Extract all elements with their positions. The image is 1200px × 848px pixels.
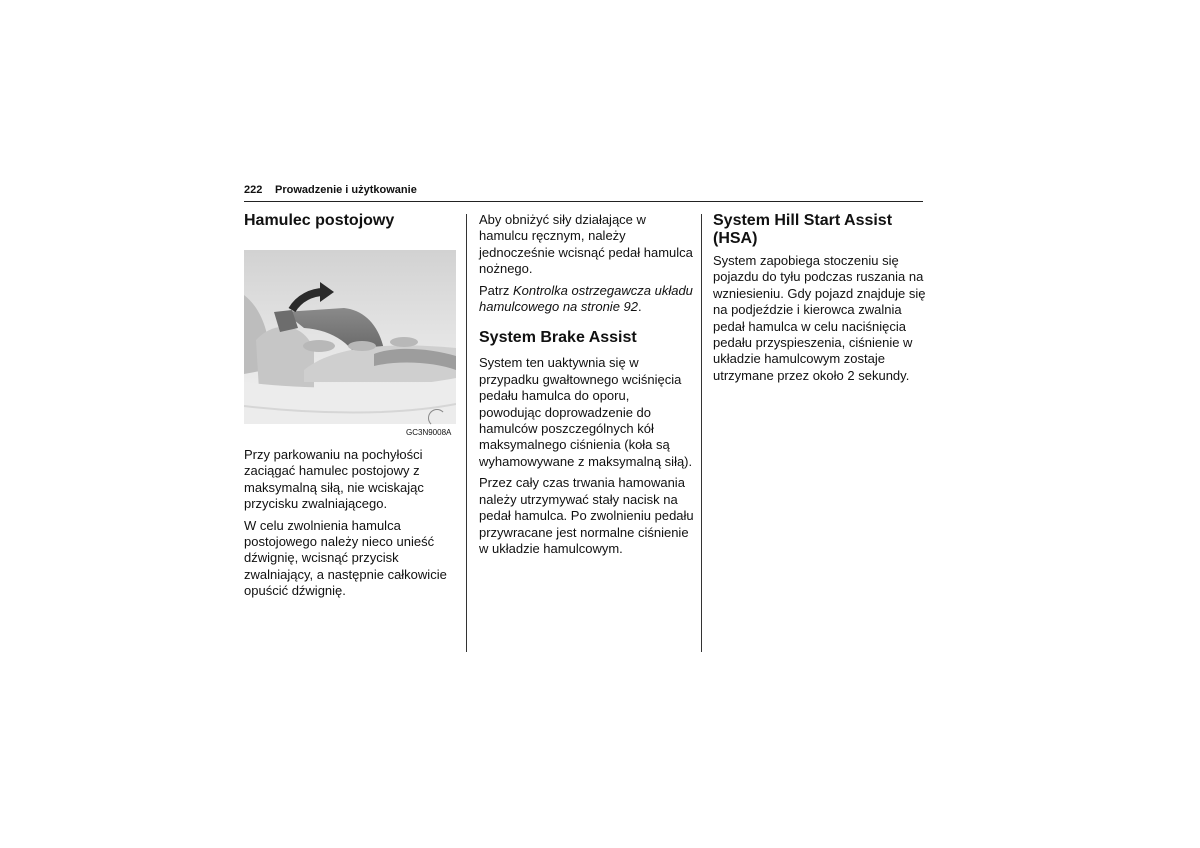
ref-link[interactable]: Kontrolka ostrzegawcza układu hamulcowego na stronie 92 (479, 282, 693, 315)
heading-brake-assist: System Brake Assist (479, 329, 637, 347)
column-3 (713, 212, 928, 389)
column-divider (466, 214, 467, 652)
column-divider (701, 214, 702, 652)
paragraph: System ten uaktywnia się w przypadku gwałtownego wciśnięcia pedału hamulca do oporu, powodując doprowadzenie do hamulców poszczególnych kół maksymalnego ciśnienia (koła są wyhamowywane z maksymalną siłą). (479, 355, 693, 469)
ref-prefix: Patrz (479, 282, 513, 298)
paragraph: W celu zwolnienia hamulca postojowego należy nieco unieść dźwignię, wcisnąć przycisk zwalniający, a następnie całkowicie opuścić dźwignię. (244, 517, 447, 599)
heading-hamulec-postojowy: Hamulec postojowy (244, 212, 395, 229)
page-number: 222 (244, 184, 263, 196)
ref-suffix: . (638, 299, 642, 315)
paragraph: Przez cały czas trwania hamowania należy utrzymywać stały nacisk na pedał hamulca. Po zwolnieniu pedału przywracane jest normalne ciśnienie w układzie hamulcowym. (479, 475, 694, 556)
paragraph: System zapobiega stoczeniu się pojazdu do tyłu podczas ruszania na wzniesieniu. Gdy pojazd znajduje się na podjeździe i kierowca zwalnia pedał hamulca w celu naciśnięcia pedału przyspieszenia, ciśnienie w układzie hamulcowym zostaje utrzymane przez około 2 sekundy. (713, 253, 926, 383)
header-rule (244, 201, 923, 202)
figure-code: GC3N9008A (406, 428, 452, 437)
parking-brake-illustration (244, 250, 456, 424)
page-header (244, 184, 923, 202)
column-1-text (244, 447, 459, 605)
column-2 (479, 212, 694, 562)
paragraph: Aby obniżyć siły działające w hamulcu ręcznym, należy jednocześnie wcisnąć pedał hamulca nożnego. (479, 212, 693, 277)
column-1-top (244, 212, 459, 230)
heading-hill-start-assist: System Hill Start Assist (HSA) (713, 212, 893, 247)
figure-corner-mark (428, 409, 446, 427)
section-title: Prowadzenie i użytkowanie (275, 184, 417, 196)
cross-reference (479, 283, 694, 316)
paragraph: Przy parkowaniu na pochyłości zaciągać hamulec postojowy z maksymalną siłą, nie wciskając przycisku zwalniającego. (244, 447, 424, 512)
